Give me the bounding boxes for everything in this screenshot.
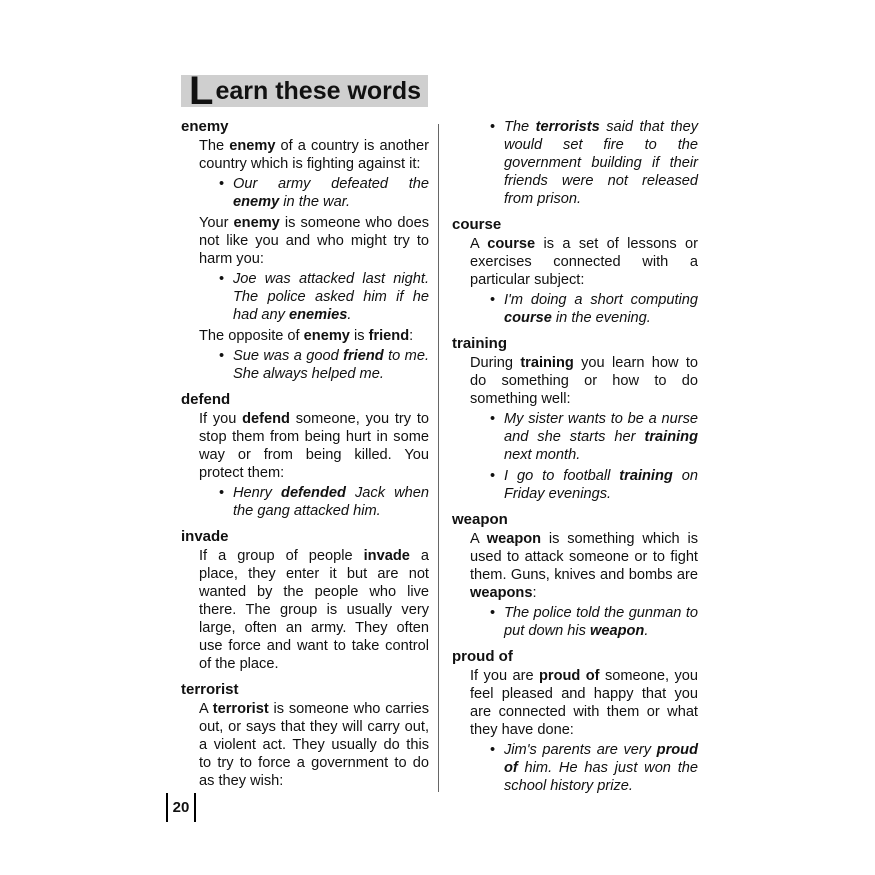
headword: weapon	[452, 511, 508, 528]
page-title	[181, 69, 428, 113]
text-run: next month.	[504, 447, 581, 463]
highlighted-word: invade	[363, 548, 410, 564]
title-drop-cap: L	[189, 69, 214, 113]
text-run: Our army defeated the	[233, 176, 429, 192]
entry-invade	[181, 528, 429, 673]
text-run: is someone who carries out, or says that they will carry out, a violent act. They usually do this to try to force a government to do as they wish:	[199, 701, 430, 789]
text-run: During	[470, 355, 521, 371]
text-run: The police told the gunman to put down his	[504, 605, 698, 639]
text-run: My sister wants to be a nurse and she starts her	[504, 411, 698, 445]
text-run: A	[199, 701, 213, 717]
highlighted-word: proud of	[539, 668, 600, 684]
highlighted-word: training	[619, 468, 673, 484]
text-run: to me. She always helped me.	[233, 348, 429, 382]
highlighted-word: weapon	[486, 531, 542, 547]
text-run: The	[199, 138, 230, 154]
text-run: Your	[199, 215, 234, 231]
definition	[470, 530, 698, 602]
text-run: in the evening.	[551, 310, 651, 326]
definition	[470, 235, 698, 289]
highlighted-word: enemies	[289, 307, 348, 323]
text-run: a place, they enter it but are not wanted by the people who live there. The group is usually very large, often an army. They often use force and want to take control of the place.	[199, 548, 429, 672]
headword: training	[452, 335, 507, 352]
headword: defend	[181, 391, 231, 408]
highlighted-word: defend	[242, 411, 290, 427]
highlighted-word: terrorists	[535, 119, 600, 135]
example-sentence	[488, 291, 698, 327]
highlighted-word: training	[644, 429, 698, 445]
text-run: Joe was attacked last night. The police asked him if he had any	[233, 271, 429, 323]
text-run: Jim's parents are very	[504, 742, 657, 758]
text-run: The opposite of	[199, 328, 304, 344]
text-run: said that they would set fire to the government building if their friends were not released from prison.	[504, 119, 698, 207]
definition	[199, 547, 429, 673]
page-number: 20	[166, 793, 196, 822]
example-sentence	[217, 347, 429, 383]
column-divider	[438, 124, 439, 792]
text-run: Jack when the gang attacked him.	[233, 485, 429, 519]
text-run: The	[504, 119, 536, 135]
text-run: If you are	[470, 668, 539, 684]
headword: invade	[181, 528, 229, 545]
highlighted-word: course	[487, 236, 536, 252]
entry-training	[452, 335, 698, 503]
text-run: :	[532, 585, 537, 601]
entry-weapon	[452, 511, 698, 640]
highlighted-word: enemy	[233, 194, 280, 210]
text-run: of a country is another country which is fighting against it:	[199, 138, 429, 172]
example-sentence	[488, 741, 698, 795]
text-run: Henry	[233, 485, 282, 501]
text-run: .	[347, 307, 352, 323]
highlighted-word: friend	[368, 328, 410, 344]
text-run: on Friday evenings.	[504, 468, 698, 502]
text-run: you learn how to do something or how to do something well:	[470, 355, 698, 407]
text-run: someone, you try to stop them from being hurt in some way or from being killed. You protect them:	[199, 411, 429, 481]
text-run: :	[409, 328, 414, 344]
text-run: I go to football	[504, 468, 620, 484]
headword: proud of	[452, 648, 513, 665]
left-column	[181, 118, 429, 798]
text-run: .	[644, 623, 649, 639]
highlighted-word: enemy	[229, 138, 276, 154]
example-sentence	[488, 604, 698, 640]
entry-enemy	[181, 118, 429, 383]
entry-terrorist	[181, 681, 429, 790]
highlighted-word: course	[504, 310, 552, 326]
highlighted-word: terrorist	[212, 701, 269, 717]
example-sentence	[488, 467, 698, 503]
example-sentence	[217, 484, 429, 520]
text-run: If you	[199, 411, 243, 427]
definition	[470, 667, 698, 739]
entry-continued	[452, 118, 698, 208]
definition	[199, 214, 429, 268]
text-run: If a group of people	[199, 548, 364, 564]
entry-proud-of	[452, 648, 698, 795]
text-run: is	[349, 328, 369, 344]
text-run: A	[470, 236, 488, 252]
text-run: A	[470, 531, 487, 547]
headword: terrorist	[181, 681, 239, 698]
headword: course	[452, 216, 502, 233]
text-run: Sue was a good	[233, 348, 344, 364]
entry-course	[452, 216, 698, 327]
highlighted-word: enemy	[303, 328, 350, 344]
highlighted-word: training	[520, 355, 574, 371]
highlighted-word: enemy	[233, 215, 280, 231]
highlighted-word: weapon	[590, 623, 645, 639]
text-run: someone, you feel pleased and happy that you are connected with them or what they have done:	[470, 668, 698, 738]
definition	[199, 137, 429, 173]
headword: enemy	[181, 118, 229, 135]
entry-defend	[181, 391, 429, 520]
definition	[470, 354, 698, 408]
example-sentence	[217, 270, 429, 324]
text-run: in the war.	[279, 194, 351, 210]
text-run: is a set of lessons or exercises connected with a particular subject:	[470, 236, 698, 288]
example-sentence	[217, 175, 429, 211]
definition	[199, 410, 429, 482]
definition	[199, 327, 429, 345]
definition	[199, 700, 429, 790]
title-text: earn these words	[215, 76, 422, 105]
example-sentence	[488, 410, 698, 464]
highlighted-word: weapons	[470, 585, 533, 601]
text-run: I'm doing a short computing	[504, 292, 698, 308]
highlighted-word: friend	[343, 348, 384, 364]
text-run: is someone who does not like you and who might try to harm you:	[199, 215, 429, 267]
highlighted-word: defended	[281, 485, 346, 501]
text-run: is something which is used to attack someone or to fight them. Guns, knives and bombs are	[470, 531, 698, 583]
right-column	[452, 118, 698, 803]
highlighted-word: proud of	[504, 742, 698, 776]
example-sentence	[488, 118, 698, 208]
text-run: him. He has just won the school history prize.	[504, 760, 698, 794]
